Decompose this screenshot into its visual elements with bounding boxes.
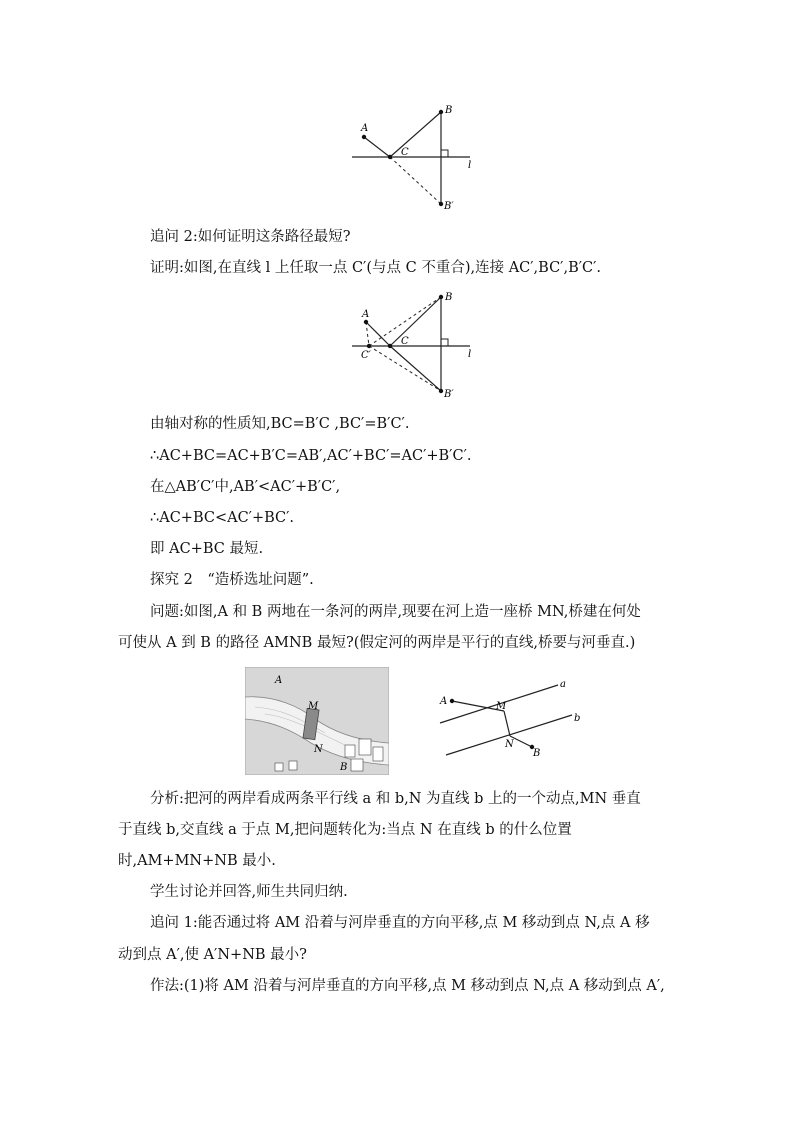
point-Bp [439, 389, 443, 393]
reflection-figure-1 [340, 98, 500, 216]
followup-1-line-1: 追问 1:能否通过将 AM 沿着与河岸垂直的方向平移,点 M 移动到点 N,点 A 移 [150, 915, 650, 931]
segment-CB [390, 297, 441, 346]
followup-1-line-2: 动到点 A′,使 A′N+NB 最小? [118, 947, 307, 963]
label-A: A [361, 123, 369, 134]
point-B [439, 110, 443, 114]
problem-line-2: 可使从 A 到 B 的路径 AMNB 最短?(假定河的两岸是平行的直线,桥要与河垂直.) [118, 635, 636, 651]
label-A: A [440, 696, 448, 707]
photo-label-B: B [340, 762, 348, 773]
point-A [362, 135, 366, 139]
analysis-line-2: 于直线 b,交直线 a 于点 M,把问题转化为:当点 N 在直线 b 的什么位置 [118, 822, 572, 838]
right-angle-mark [441, 339, 448, 346]
segment-CBp [390, 346, 441, 391]
point-C [388, 344, 392, 348]
point-A [450, 699, 454, 703]
point-Cp [367, 344, 371, 348]
label-N: N [505, 739, 514, 750]
analysis-line-3: 时,AM+MN+NB 最小. [118, 853, 276, 869]
river-bridge-illustration [245, 667, 389, 775]
label-l: l [468, 349, 472, 360]
label-B: B [445, 292, 453, 303]
label-C: C [401, 336, 409, 347]
label-b: b [574, 713, 581, 724]
label-M: M [496, 701, 507, 712]
right-angle-mark [441, 150, 448, 157]
inequality-line: ∴AC+BC<AC′+BC′. [150, 510, 295, 526]
discussion-line: 学生讨论并回答,师生共同归纳. [150, 884, 348, 900]
equation-line: ∴AC+BC=AC+B′C=AB′,AC′+BC′=AC′+B′C′. [150, 448, 472, 464]
triangle-line: 在△AB′C′中,AB′<AC′+B′C′, [150, 479, 341, 495]
segment-CB [390, 112, 441, 157]
label-C: C [401, 147, 409, 158]
conclusion-line: 即 AC+BC 最短. [150, 541, 264, 557]
symmetry-line: 由轴对称的性质知,BC=B′C ,BC′=B′C′. [150, 416, 410, 432]
label-B: B [533, 748, 541, 759]
dashed-CpBp [369, 346, 441, 391]
label-Bp: B′ [444, 201, 454, 212]
label-l: l [468, 160, 472, 171]
question-2: 追问 2:如何证明这条路径最短? [150, 229, 351, 245]
label-Cp: C′ [361, 350, 371, 361]
photo-label-A: A [275, 675, 283, 686]
point-A [364, 320, 368, 324]
explore-2-heading: 探究 2 “造桥选址问题”. [150, 572, 314, 588]
label-B: B [445, 105, 453, 116]
problem-line-1: 问题:如图,A 和 B 两地在一条河的两岸,现要在河上造一座桥 MN,桥建在何处 [150, 604, 641, 620]
method-line: 作法:(1)将 AM 沿着与河岸垂直的方向平移,点 M 移动到点 N,点 A 移动到点 A′, [150, 978, 665, 994]
segment-AC [366, 322, 390, 346]
photo-label-M: M [308, 701, 319, 712]
label-a: a [560, 679, 566, 690]
label-A: A [362, 309, 370, 320]
segment-AC [364, 137, 390, 157]
reflection-figure-2 [340, 287, 500, 405]
segment-MN [504, 711, 510, 736]
dashed-CBp [390, 157, 441, 204]
proof-intro: 证明:如图,在直线 l 上任取一点 C′(与点 C 不重合),连接 AC′,BC′,B′C′. [150, 260, 602, 276]
label-Bp: B′ [444, 389, 454, 400]
point-C [388, 155, 392, 159]
photo-label-N: N [314, 744, 323, 755]
point-Bp [439, 202, 443, 206]
bridge-diagram [432, 673, 592, 763]
dashed-ACp [366, 322, 369, 346]
point-B [439, 295, 443, 299]
analysis-line-1: 分析:把河的两岸看成两条平行线 a 和 b,N 为直线 b 上的一个动点,MN 垂直 [150, 791, 641, 807]
